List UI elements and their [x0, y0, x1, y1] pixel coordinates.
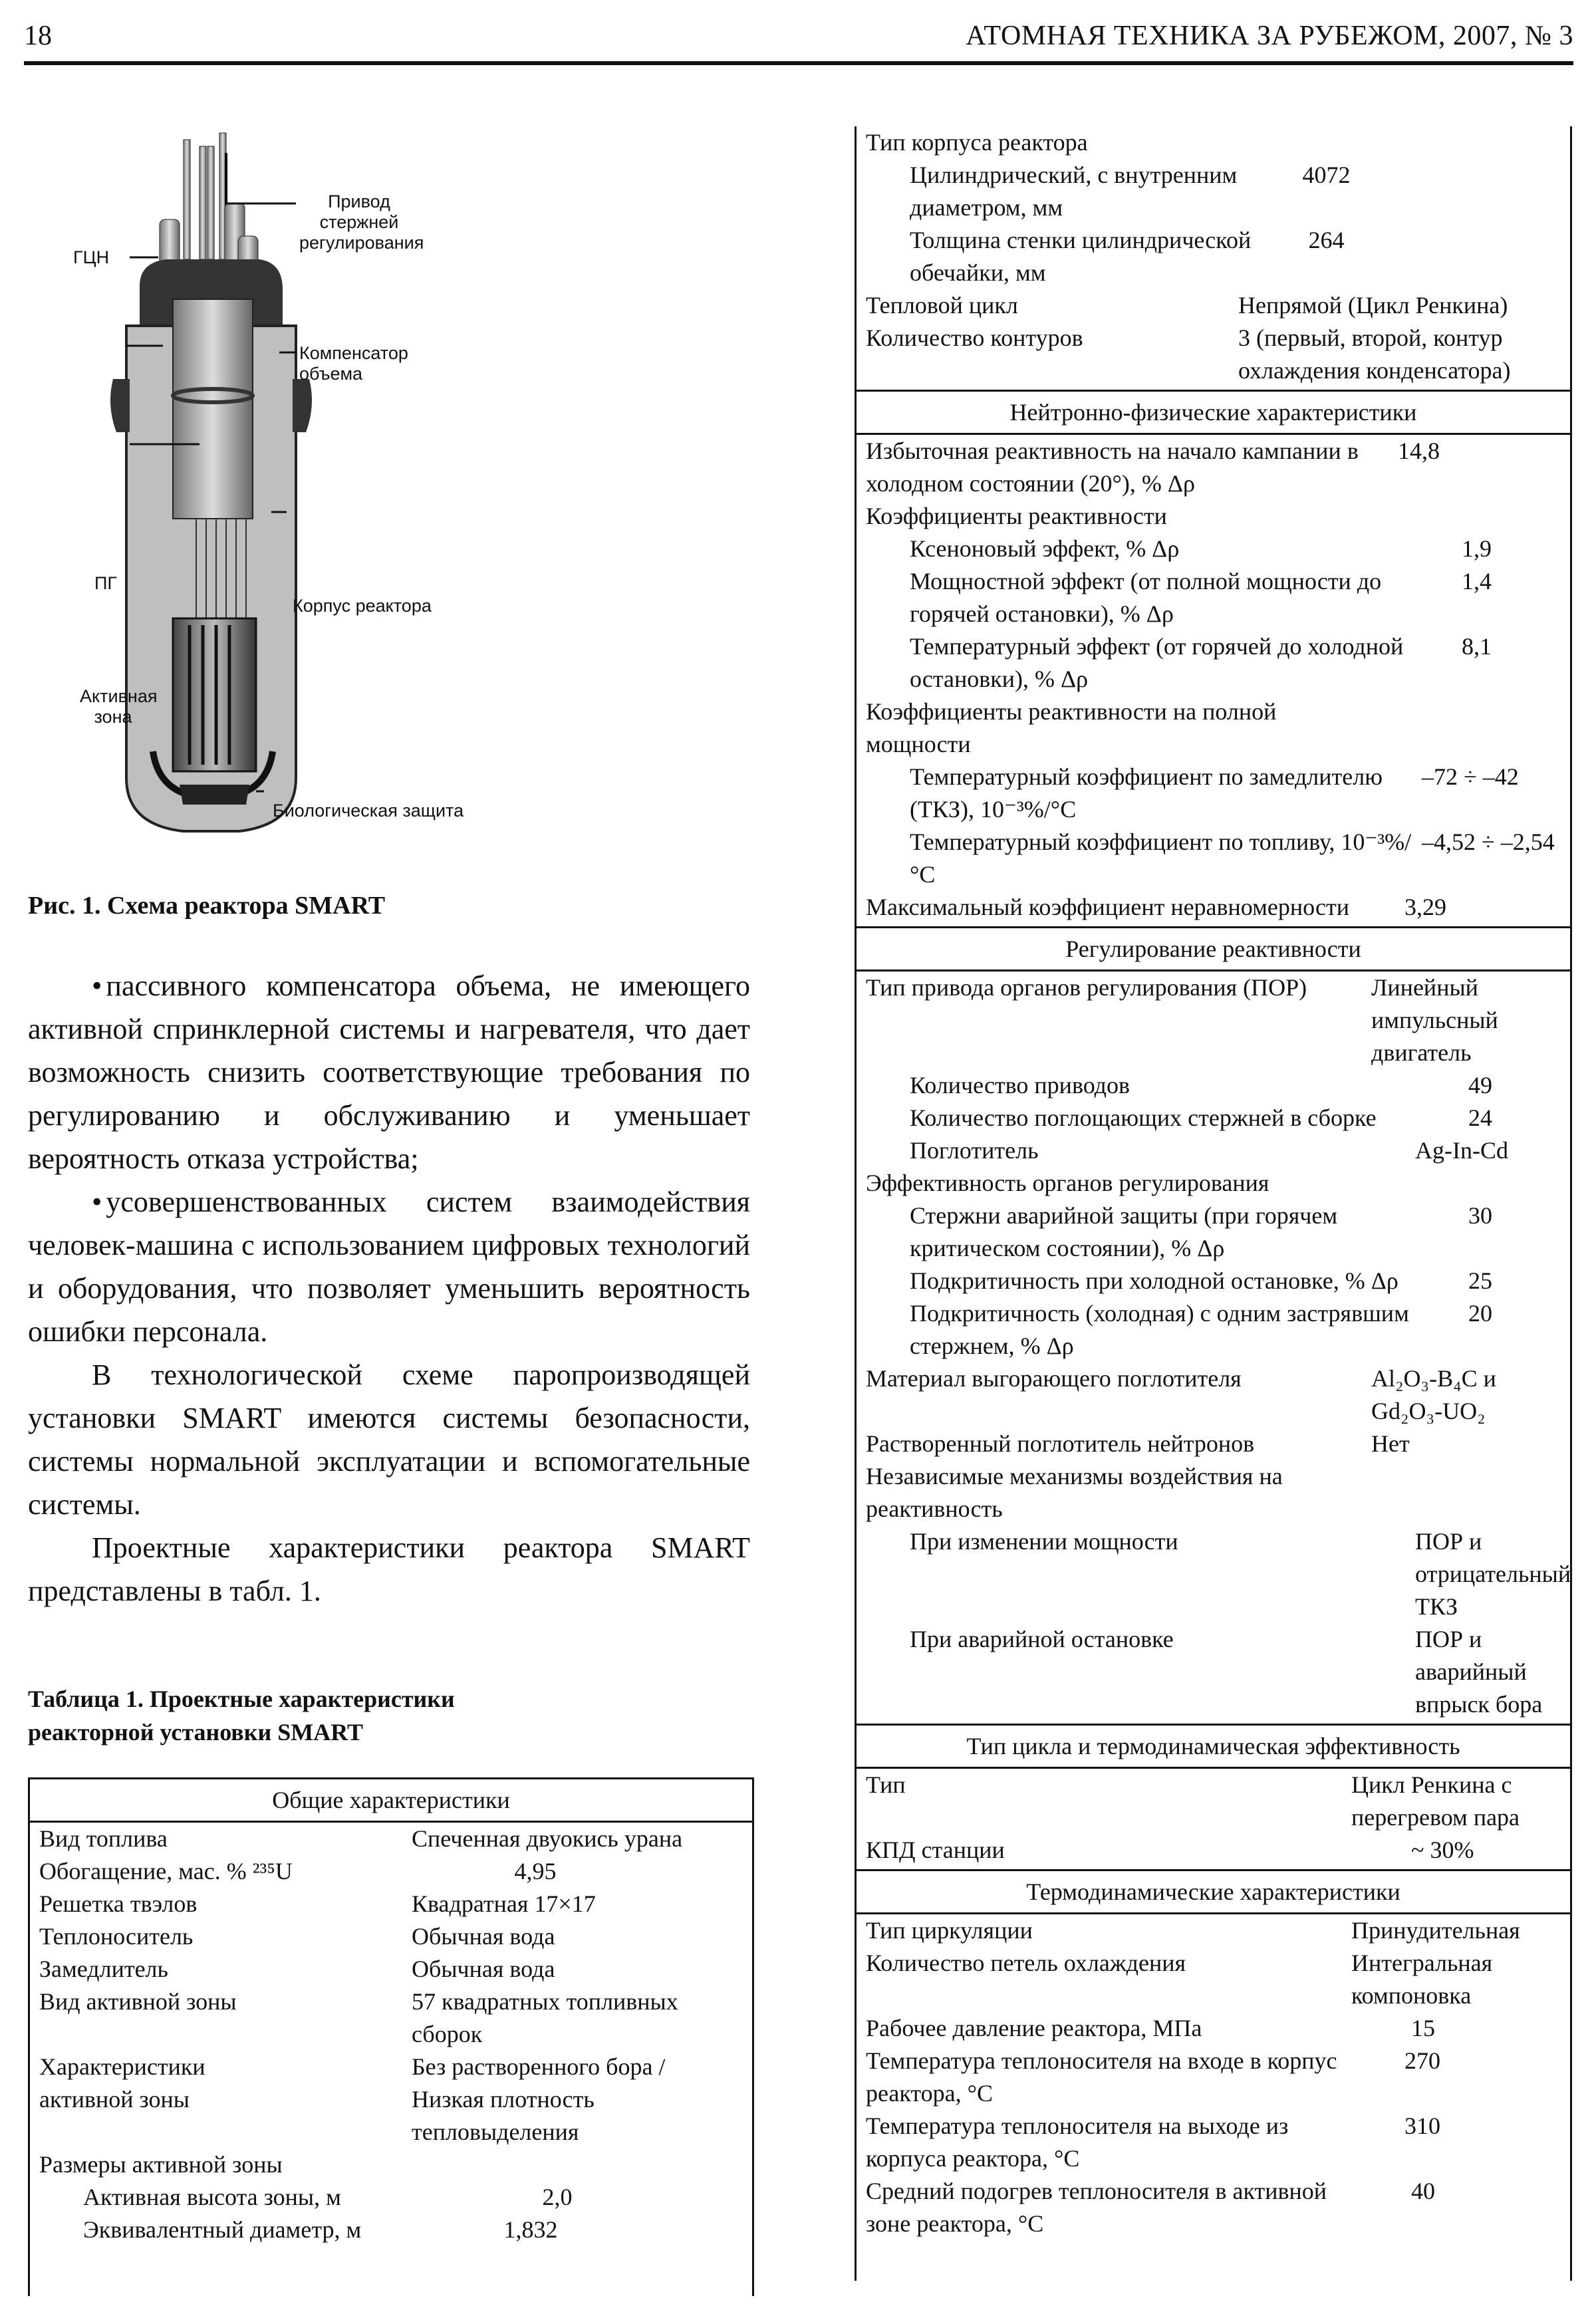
row-value: Без растворенного бора / Низкая плотность тепловыделения — [412, 2053, 666, 2145]
row-key: Избыточная реактивность на начало кампании в холодном состоянии (20°), % Δρ — [866, 438, 1359, 497]
row-key: Подкритичность при холодной остановке, % Δρ — [910, 1267, 1398, 1294]
row-value: 24 — [1468, 1104, 1492, 1131]
paragraph: Проектные характеристики реактора SMART представлены в табл. 1. — [28, 1531, 750, 1607]
row-key: Тип привода органов регулирования (ПОР) — [866, 974, 1307, 1001]
page-header — [24, 20, 1573, 65]
row-key: Характеристики активной зоны — [39, 2053, 205, 2113]
row-value — [412, 2148, 752, 2181]
row-value: –4,52 ÷ –2,54 — [1422, 829, 1555, 855]
row-value: Al₂O₃-B₄C и Gd₂O₃-UO₂ — [1371, 1365, 1496, 1424]
row-key: Температурный коэффициент по замедлителю (ТКЗ), 10⁻³%/°C — [910, 763, 1383, 823]
row-key: Мощностной эффект (от полной мощности до горячей остановки), % Δρ — [910, 568, 1382, 627]
table-row — [857, 1914, 1570, 1947]
table-row — [857, 1069, 1570, 1102]
row-value: ПОР и отрицательный ТКЗ — [1415, 1528, 1571, 1620]
row-key: Цилиндрический, с внутренним диаметром, мм — [910, 162, 1238, 221]
row-key: Температурный эффект (от горячей до холодной остановки), % Δρ — [910, 633, 1404, 692]
table-row — [857, 159, 1570, 224]
label-rod-drive: Привод стержней регулирования — [299, 192, 424, 253]
row-value: 20 — [1468, 1300, 1492, 1327]
row-value: 1,832 — [503, 2216, 558, 2243]
row-key: Температура теплоносителя на выходе из корпуса реактора, °C — [866, 2113, 1289, 2172]
row-value: Квадратная 17×17 — [412, 1890, 596, 1917]
table-row — [857, 1362, 1570, 1428]
row-key: Тип циркуляции — [866, 1917, 1033, 1944]
table-row — [30, 1986, 752, 2051]
row-key: Средний подогрев теплоносителя в активной зоне реактора, °C — [866, 2178, 1327, 2237]
row-key: Теплоноситель — [39, 1923, 194, 1950]
row-value: 264 — [1308, 227, 1345, 253]
row-value: 1,9 — [1462, 535, 1492, 562]
row-value: 4,95 — [514, 1858, 557, 1884]
row-value: 25 — [1468, 1267, 1492, 1294]
row-value: –72 ÷ –42 — [1422, 763, 1519, 790]
reactor-figure — [66, 126, 732, 871]
table-row — [857, 761, 1570, 826]
row-value: 1,4 — [1462, 568, 1492, 594]
label-gcn: ГЦН — [73, 247, 110, 267]
row-key: Подкритичность (холодная) с одним застрявшим стержнем, % Δρ — [910, 1300, 1409, 1359]
journal-title: АТОМНАЯ ТЕХНИКА ЗА РУБЕЖОМ, 2007, № 3 — [966, 21, 1573, 51]
table-row — [857, 126, 1570, 159]
table-part-1 — [28, 1777, 754, 2296]
row-value: Ag-In-Cd — [1415, 1137, 1508, 1164]
row-key: Вид топлива — [39, 1825, 168, 1852]
row-key: Эффективность органов регулирования — [866, 1170, 1269, 1196]
label-pressurizer: Компенсатор объема — [299, 343, 408, 384]
table-title-line: реакторной установки SMART — [28, 1719, 363, 1745]
table-row — [857, 1167, 1570, 1200]
row-key: Тепловой цикл — [866, 292, 1018, 319]
row-key: Независимые механизмы воздействия на реактивность — [866, 1463, 1283, 1522]
row-key: Температура теплоносителя на входе в корпус реактора, °C — [866, 2047, 1337, 2107]
table-row — [857, 322, 1570, 387]
table-row — [857, 630, 1570, 696]
row-value: 8,1 — [1462, 633, 1492, 660]
table-title-line: Таблица 1. Проектные характеристики — [28, 1686, 455, 1712]
table-row — [30, 2181, 752, 2214]
row-value: Непрямой (Цикл Ренкина) — [1238, 292, 1508, 319]
row-value: 40 — [1411, 2178, 1435, 2204]
row-value: 2,0 — [542, 2184, 573, 2210]
row-key: Коэффициенты реактивности — [866, 503, 1167, 529]
table-row — [857, 533, 1570, 565]
row-key: Материал выгорающего поглотителя — [866, 1365, 1242, 1392]
body-text — [28, 964, 750, 1612]
row-value: Спеченная двуокись урана — [412, 1825, 683, 1852]
row-value: 49 — [1468, 1072, 1492, 1098]
table-row — [857, 565, 1570, 630]
table-row — [30, 1953, 752, 1986]
table-row — [30, 1823, 752, 1855]
row-key: Обогащение, мас. % ²³⁵U — [39, 1858, 293, 1884]
row-key: Замедлитель — [39, 1956, 168, 1982]
table-title — [28, 1682, 455, 1749]
table-row — [857, 1947, 1570, 2012]
row-key: Количество приводов — [910, 1072, 1130, 1098]
row-value: 30 — [1468, 1202, 1492, 1229]
table-row — [857, 891, 1570, 924]
table-row — [30, 1888, 752, 1920]
table-row — [857, 224, 1570, 289]
row-value: Цикл Ренкина с перегревом пара — [1351, 1771, 1520, 1831]
row-key: Количество контуров — [866, 324, 1083, 351]
table-row — [857, 2110, 1570, 2175]
table-row — [30, 2051, 752, 2148]
row-key: Тип корпуса реактора — [866, 129, 1088, 156]
row-value: Линейный импульсный двигатель — [1371, 974, 1498, 1066]
row-key: Поглотитель — [910, 1137, 1039, 1164]
table-row — [857, 971, 1570, 1069]
row-value: Интегральная компоновка — [1351, 1950, 1493, 2009]
table-row — [857, 1460, 1570, 1525]
row-value: ПОР и аварийный впрыск бора — [1415, 1626, 1543, 1718]
row-key: При аварийной остановке — [910, 1626, 1174, 1652]
row-key: Растворенный поглотитель нейтронов — [866, 1430, 1255, 1457]
table-row — [30, 2214, 752, 2246]
row-value: 57 квадратных топливных сборок — [412, 1988, 678, 2047]
table-row — [857, 500, 1570, 533]
section-heading: Термодинамические характеристики — [857, 1869, 1570, 1914]
row-value: 4072 — [1302, 162, 1351, 188]
label-shield: Биологическая защита — [273, 801, 464, 821]
page-number: 18 — [24, 21, 52, 51]
table-row — [30, 1920, 752, 1953]
row-value: ~ 30% — [1411, 1837, 1474, 1863]
table-row — [857, 1834, 1570, 1867]
row-key: Стержни аварийной защиты (при горячем критическом состоянии), % Δρ — [910, 1202, 1338, 1261]
table-row — [857, 1265, 1570, 1297]
table-row — [857, 1525, 1570, 1623]
row-key: Толщина стенки цилиндрической обечайки, мм — [910, 227, 1252, 286]
table-row — [857, 1134, 1570, 1167]
table-row — [857, 2045, 1570, 2110]
row-key: Количество поглощающих стержней в сборке — [910, 1104, 1377, 1131]
row-key: Тип — [866, 1771, 906, 1798]
row-value: Обычная вода — [412, 1923, 555, 1950]
row-value: 270 — [1404, 2047, 1440, 2074]
row-key: Вид активной зоны — [39, 1988, 237, 2015]
table-row — [857, 1200, 1570, 1265]
row-key: Температурный коэффициент по топливу, 10⁻³%/°C — [910, 829, 1412, 888]
row-value: 14,8 — [1398, 438, 1440, 464]
row-key: КПД станции — [866, 1837, 1005, 1863]
table-row — [857, 2012, 1570, 2045]
table-row — [30, 1855, 752, 1888]
table-row — [857, 1428, 1570, 1460]
row-value: 3 (первый, второй, контур охлаждения конденсатора) — [1238, 324, 1511, 384]
label-core: Активная зона — [80, 686, 158, 727]
row-key: Активная высота зоны, м — [83, 2184, 341, 2210]
paragraph: • пассивного компенсатора объема, не имеющего активной спринклерной системы и нагревателя, что дает возможность снизить соответствующие требования по регулированию и обслуживанию и уменьшает вероятность отказа устройства; — [28, 964, 750, 1180]
section-heading: Тип цикла и термодинамическая эффективность — [857, 1724, 1570, 1769]
row-value: Обычная вода — [412, 1956, 555, 1982]
table-row — [857, 826, 1570, 891]
figure-caption: Рис. 1. Схема реактора SMART — [28, 892, 386, 920]
table-row — [30, 2148, 752, 2181]
table-row — [857, 2175, 1570, 2240]
table-row — [857, 289, 1570, 322]
row-value: 3,29 — [1404, 894, 1446, 920]
table-row — [857, 1102, 1570, 1134]
row-key: Количество петель охлаждения — [866, 1950, 1186, 1976]
table-row — [857, 1623, 1570, 1721]
row-value: Нет — [1371, 1430, 1410, 1457]
table-row — [857, 435, 1570, 500]
row-value: 310 — [1404, 2113, 1440, 2139]
row-key: При изменении мощности — [910, 1528, 1178, 1555]
row-value: Принудительная — [1351, 1917, 1520, 1944]
label-steam-generator: ПГ — [94, 573, 118, 593]
table-row — [857, 1297, 1570, 1362]
paragraph: В технологической схеме паропроизводящей установки SMART имеются системы безопасности, системы нормальной эксплуатации и вспомогательные системы. — [28, 1358, 750, 1521]
row-key: Решетка твэлов — [39, 1890, 198, 1917]
row-key: Максимальный коэффициент неравномерности — [866, 894, 1350, 920]
section-heading: Общие характеристики — [30, 1777, 752, 1823]
row-key: Ксеноновый эффект, % Δρ — [910, 535, 1180, 562]
header-rule — [24, 61, 1573, 65]
label-vessel: Корпус реактора — [293, 596, 432, 616]
row-value: 15 — [1411, 2015, 1435, 2041]
row-key: Коэффициенты реактивности на полной мощности — [866, 698, 1277, 757]
section-heading: Регулирование реактивности — [857, 926, 1570, 971]
table-part-2 — [855, 126, 1572, 2281]
section-heading: Нейтронно-физические характеристики — [857, 390, 1570, 435]
table-row — [857, 696, 1570, 761]
paragraph: • усовершенствованных систем взаимодействия человек-машина с использованием цифровых технологий и оборудования, что позволяет уменьшить вероятность ошибки персонала. — [28, 1180, 750, 1353]
row-key: Эквивалентный диаметр, м — [83, 2216, 362, 2243]
table-row — [857, 1769, 1570, 1834]
row-key: Размеры активной зоны — [39, 2151, 283, 2178]
row-key: Рабочее давление реактора, МПа — [866, 2015, 1202, 2041]
